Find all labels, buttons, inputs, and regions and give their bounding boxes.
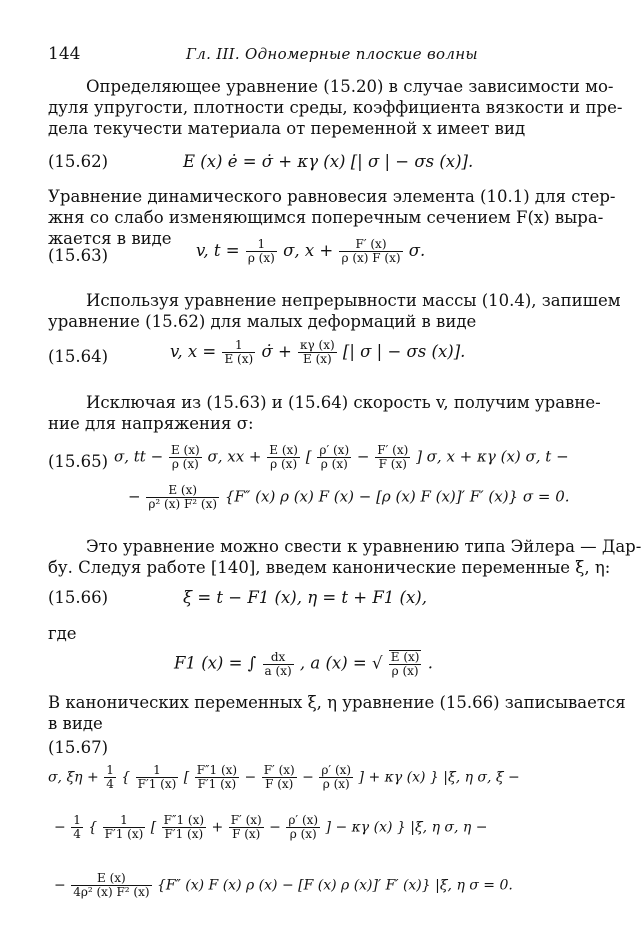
numerator: dx [263,651,294,665]
fraction [169,444,202,471]
denominator: 4 [106,777,114,791]
equation-label: (15.63) [48,246,109,265]
equation-label: (15.65) [48,452,109,471]
text-line: уравнение (15.62) для малых деформаций в виде [48,312,477,331]
fraction [319,764,353,791]
numerator: E (x) [170,443,200,457]
equation-15-66 [48,588,578,628]
numerator: F″1 (x) [196,763,238,777]
eq-term: σ. [408,241,426,260]
eq-term: {F″ (x) ρ (x) F (x) − [ρ (x) F (x)]′ F′ (x)} σ = 0. [224,487,570,506]
fraction [263,651,294,678]
eq-term: , a (x) = √ [299,653,383,673]
equation-label: (15.62) [48,152,109,171]
fraction [71,872,151,899]
text-line: Определяющее уравнение (15.20) в случае зависимости мо- [86,77,614,96]
text-line: Используя уравнение непрерывности массы (10.4), запишем [86,291,621,310]
numerator: 1 [73,813,81,827]
text-line: бу. Следуя работе [140], введем канонические переменные ξ, η: [48,558,611,577]
denominator: ρ (x) F (x) [341,251,401,265]
numerator: F′ (x) [377,443,409,457]
denominator: ρ (x) [247,251,275,265]
fraction [389,650,422,678]
equation-definitions [48,649,578,694]
eq-term: [ [183,769,190,786]
eq-term: σ, tt − [114,447,164,466]
denominator: ρ (x) [289,827,317,841]
paragraph-3 [48,290,621,332]
eq-term: [| σ | − σs (x)]. [342,342,466,361]
text-line: Уравнение динамического равновесия элемента (10.1) для стер- [48,187,616,206]
eq-term: − [356,447,370,466]
fraction [267,444,300,471]
text-line: Исключая из (15.63) и (15.64) скорость v, получим уравне- [86,393,601,412]
denominator: F′1 (x) [104,827,144,841]
denominator: ρ (x) [320,457,348,471]
numerator: κγ (x) [300,338,335,352]
fraction [317,444,351,471]
numerator: ρ′ (x) [321,763,352,777]
denominator: F′1 (x) [164,827,204,841]
numerator: E (x) [269,443,298,457]
fraction [222,339,255,366]
equation-label: (15.66) [48,588,109,607]
numerator: 1 [246,238,277,252]
equation-line-2 [128,484,570,511]
eq-term: [ [150,819,157,836]
numerator: F′ (x) [339,238,402,252]
denominator: F′1 (x) [197,777,237,791]
eq-term: − [244,769,257,786]
eq-term: v, t = [196,241,240,260]
fraction [246,238,277,265]
eq-term: . [427,653,433,673]
eq-term: σ, ξη + [48,769,99,786]
numerator: E (x) [146,484,219,498]
equation-line-3 [54,872,513,899]
equation-label-15-67: (15.67) [48,738,109,757]
eq-term: ] + κγ (x) } |ξ, η σ, ξ − [358,769,520,786]
denominator: E (x) [303,352,332,366]
denominator: ρ (x) [171,457,199,471]
equation-body [170,339,465,366]
numerator: F′ (x) [230,813,262,827]
fraction [375,444,410,471]
equation-body [196,238,425,265]
fraction [286,814,320,841]
text-line: дела текучести материала от переменной x имеет вид [48,119,526,138]
eq-term: − [54,877,66,894]
page-header [48,44,579,66]
denominator: F (x) [265,777,294,791]
text-line: дуля упругости, плотности среды, коэффициента вязкости и пре- [48,98,623,117]
equation-15-67 [48,764,618,914]
text-line: Это уравнение можно свести к уравнению типа Эйлера — Дар- [86,537,641,556]
denominator: ρ (x) [322,777,350,791]
eq-term: v, x = [170,342,217,361]
denominator: ρ (x) [391,664,419,678]
fraction [146,484,219,511]
denominator: F (x) [232,827,261,841]
fraction [262,764,297,791]
eq-term: σ̇ + [261,342,292,361]
fraction [229,814,264,841]
equation-label: (15.64) [48,347,109,366]
where-word: где [48,624,77,643]
fraction [162,814,206,841]
eq-term: F1 (x) = ∫ [174,653,257,673]
eq-term: σ, xx + [207,447,262,466]
page-number: 144 [48,44,81,64]
equation-body: ξ = t − F1 (x), η = t + F1 (x), [183,588,427,607]
numerator: 1 [222,339,255,353]
numerator: E (x) [390,650,420,664]
paragraph-5 [48,536,641,578]
denominator: a (x) [264,663,292,678]
denominator: ρ² (x) F² (x) [148,497,218,511]
equation-line-1 [48,764,520,791]
fraction [195,764,239,791]
paragraph-1 [48,76,623,139]
numerator: 1 [103,814,146,828]
eq-term: − [302,769,314,786]
eq-term: − [128,487,141,506]
eq-term: ] σ, x + κγ (x) σ, t − [416,447,569,466]
eq-term: [ [305,447,312,466]
text-line: жается в виде [48,229,172,248]
fraction [339,238,402,265]
running-title: Гл. III. Одномерные плоские волны [186,45,478,63]
numerator: ρ′ (x) [319,443,350,457]
eq-term: { [88,819,98,836]
paragraph-6 [48,692,626,734]
eq-term: σ, x + [283,241,334,260]
text-line: В канонических переменных ξ, η уравнение (15.66) записывается [48,693,626,712]
paragraph-4 [48,392,601,434]
denominator: F (x) [378,457,407,471]
eq-term: ] − κγ (x) } |ξ, η σ, η − [325,819,488,836]
eq-term: − [54,819,66,836]
denominator: 4 [73,827,81,841]
denominator: F′1 (x) [137,777,177,791]
fraction [103,814,146,841]
eq-term: + [211,819,224,836]
numerator: F′ (x) [263,763,295,777]
text-line: ние для напряжения σ: [48,414,254,433]
denominator: ρ (x) [270,457,298,471]
text-line: в виде [48,714,103,733]
eq-term: {F″ (x) F (x) ρ (x) − [F (x) ρ (x)]′ F′ (x)} |ξ, η σ = 0. [156,877,513,894]
numerator: F″1 (x) [163,813,205,827]
equation-line-2 [54,814,487,841]
equation-line-1 [114,444,569,471]
denominator: E (x) [224,352,254,366]
numerator: ρ′ (x) [288,813,319,827]
text-line: жня со слабо изменяющимся поперечным сечением F(x) выра- [48,208,604,227]
numerator: E (x) [71,872,151,886]
fraction [71,814,83,841]
numerator: 1 [106,763,114,777]
eq-term: { [121,769,131,786]
fraction [298,339,337,366]
equation-body [174,650,433,678]
equation-15-65 [48,443,608,542]
fraction [104,764,116,791]
numerator: 1 [136,764,179,778]
fraction [136,764,179,791]
eq-term: − [269,819,281,836]
equation-body: E (x) ė = σ̇ + κγ (x) [| σ | − σs (x)]. [183,152,474,171]
denominator: 4ρ² (x) F² (x) [73,885,150,899]
